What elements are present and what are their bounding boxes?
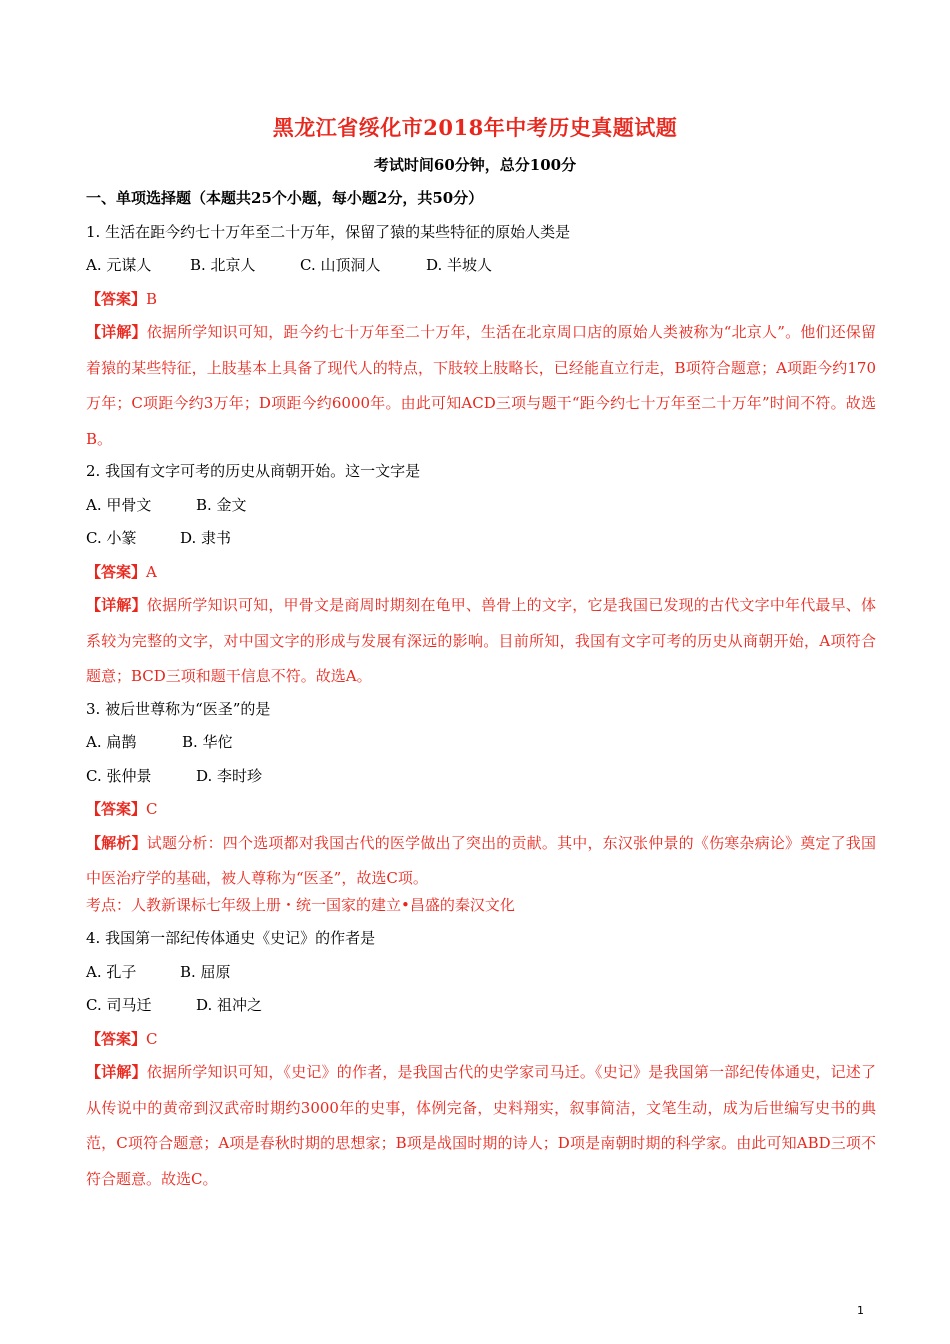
option-line — [86, 764, 876, 798]
question-stem: 2. 我国有文字可考的历史从商朝开始。这一文字是 — [86, 462, 421, 480]
option-c: C. 山顶洞人 — [300, 256, 381, 274]
option-c: C. 司马迁 — [86, 996, 152, 1014]
explanation — [86, 826, 876, 897]
answer-value: B — [146, 289, 158, 308]
answer-tag: 【答案】 — [86, 562, 147, 581]
answer-value: A — [146, 562, 157, 581]
question-4 — [86, 926, 876, 1197]
question-stem: 4. 我国第一部纪传体通史《史记》的作者是 — [86, 929, 376, 947]
option-c: C. 小篆 — [86, 529, 137, 547]
page-number: 1 — [857, 1304, 864, 1317]
document-body — [86, 186, 876, 1199]
option-b: B. 华佗 — [182, 733, 233, 751]
option-d: D. 半坡人 — [426, 256, 493, 274]
option-line — [86, 526, 876, 560]
explanation — [86, 1055, 876, 1197]
option-line — [86, 493, 876, 527]
question-1 — [86, 220, 876, 458]
option-a: A. 甲骨文 — [86, 495, 152, 514]
question-3 — [86, 697, 876, 927]
explanation-text: 试题分析：四个选项都对我国古代的医学做出了突出的贡献。其中，东汉张仲景的《伤寒杂病论》奠定了我国中医治疗学的基础，被人尊称为“医圣”，故选C项。 — [86, 833, 876, 887]
option-d: D. 隶书 — [180, 529, 232, 547]
option-line — [86, 960, 876, 994]
explanation-tag: 【详解】 — [86, 323, 147, 341]
option-b: B. 屈原 — [180, 962, 231, 981]
option-b: B. 北京人 — [190, 256, 256, 274]
explanation — [86, 315, 876, 457]
explanation-tag: 【详解】 — [86, 596, 147, 614]
question-stem: 1. 生活在距今约七十万年至二十万年，保留了猿的某些特征的原始人类是 — [86, 222, 571, 241]
answer-tag: 【答案】 — [86, 1029, 147, 1048]
explanation-text: 依据所学知识可知，距今约七十万年至二十万年，生活在北京周口店的原始人类被称为“北京人”。他们还保留着猿的某些特征，上肢基本上具备了现代人的特点，下肢较上肢略长，已经能直立行走，B项符合题意；A项距今约170万年；C项距今约3万年；D项距今约6000年。由此可知ACD三项与题干“距今约七十万年至二十万年”时间不符。故选B。 — [86, 323, 876, 448]
answer-tag: 【答案】 — [86, 289, 147, 308]
explanation-text: 依据所学知识可知，《史记》的作者，是我国古代的史学家司马迁。《史记》是我国第一部纪传体通史，记述了从传说中的黄帝到汉武帝时期约3000年的史事，体例完备，史料翔实，叙事简洁，文笔生动，成为后世编写史书的典范，C项符合题意；A项是春秋时期的思想家；B项是战国时期的诗人；D项是南朝时期的科学家。由此可知ABD三项不符合题意。故选C。 — [86, 1063, 876, 1188]
explanation-text: 依据所学知识可知，甲骨文是商周时期刻在龟甲、兽骨上的文字，它是我国已发现的古代文字中年代最早、体系较为完整的文字，对中国文字的形成与发展有深远的影响。目前所知，我国有文字可考的历史从商朝开始，A项符合题意；BCD三项和题干信息不符。故选A。 — [86, 596, 876, 685]
option-a: A. 孔子 — [86, 962, 137, 981]
explanation-tag: 【解析】 — [86, 833, 147, 852]
answer-value: C — [146, 800, 158, 818]
document-title: 黑龙江省绥化市2018年中考历史真题试题 — [272, 115, 678, 140]
option-c: C. 张仲景 — [86, 766, 152, 785]
option-b: B. 金文 — [196, 495, 247, 514]
answer-tag: 【答案】 — [86, 800, 147, 818]
option-a: A. 扁鹊 — [86, 733, 137, 751]
section-heading: 一、单项选择题（本题共25个小题，每小题2分，共50分） — [86, 189, 484, 207]
question-2 — [86, 459, 876, 695]
answer-value: C — [146, 1029, 158, 1048]
option-d: D. 祖冲之 — [196, 996, 263, 1014]
exam-info: 考试时间60分钟，总分100分 — [373, 156, 577, 174]
option-line — [86, 993, 876, 1027]
option-a: A. 元谋人 — [86, 256, 152, 274]
question-stem: 3. 被后世尊称为“医圣”的是 — [86, 699, 271, 718]
knowledge-point: 考点：人教新课标七年级上册・统一国家的建立•昌盛的秦汉文化 — [86, 895, 515, 914]
explanation-tag: 【详解】 — [86, 1063, 147, 1081]
explanation — [86, 588, 876, 695]
option-d: D. 李时珍 — [196, 766, 263, 785]
option-line — [86, 730, 876, 764]
option-line — [86, 253, 876, 287]
